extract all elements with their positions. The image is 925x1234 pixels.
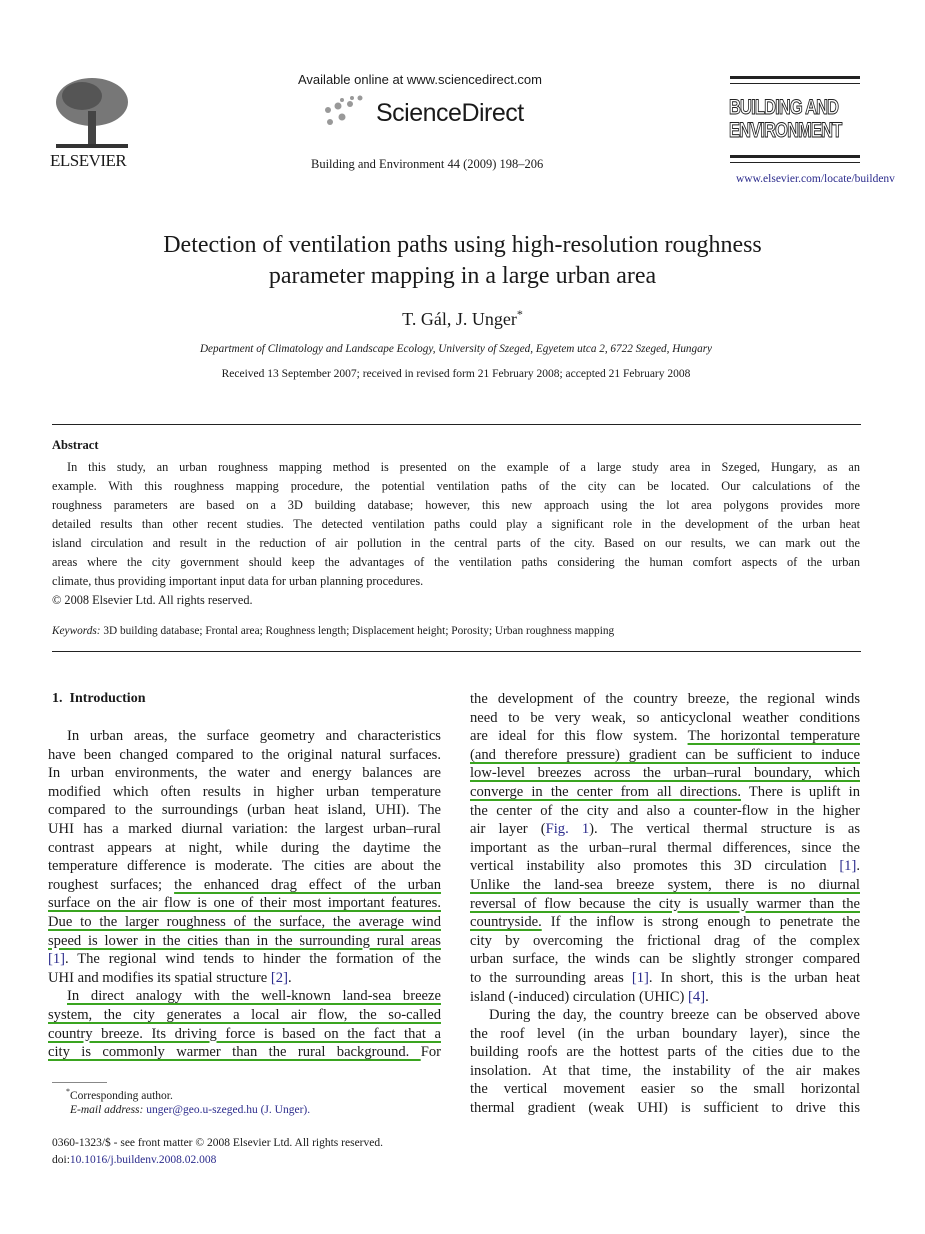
highlighted-text: system, the city generates a local air flow, the so-called xyxy=(48,1006,441,1023)
reference-link[interactable]: [1] xyxy=(631,969,649,986)
text-span: . In short, this is the urban heat xyxy=(648,969,860,986)
reference-link[interactable]: [1] xyxy=(839,858,857,875)
text-line xyxy=(48,783,441,802)
paragraph xyxy=(470,1006,860,1118)
text-line xyxy=(48,987,441,1006)
text-span: air layer ( xyxy=(470,821,546,838)
text-line xyxy=(48,876,441,895)
available-online: Available online at www.sciencedirect.com xyxy=(298,72,542,87)
text-line xyxy=(48,857,441,876)
abstract-line: roughness parameters are based on a 3D building database; however, this new approach using the lot area polygons provides more xyxy=(52,498,860,512)
journal-citation: Building and Environment 44 (2009) 198–206 xyxy=(311,157,544,171)
text-line xyxy=(48,1025,441,1044)
text-span: vertical instability also promotes this 3D circulation xyxy=(470,858,840,875)
highlighted-text: low-level breezes across the urban–rural boundary, which xyxy=(470,765,860,782)
text-span: the development of the country breeze, the regional winds xyxy=(470,691,860,707)
text-span: roughest surfaces; xyxy=(48,876,175,893)
text-span: are ideal for this flow system. xyxy=(470,728,688,745)
left-column xyxy=(48,727,441,1062)
text-span: During the day, the country breeze can be observed above xyxy=(489,1007,860,1024)
highlighted-text: Due to the larger roughness of the surface, the average wind xyxy=(48,913,441,930)
text-span: . xyxy=(856,858,860,875)
text-line xyxy=(470,709,860,728)
footnote-corresponding xyxy=(66,1087,173,1102)
text-span: thermal gradient (weak UHI) is sufficient to drive this xyxy=(470,1100,860,1117)
text-line xyxy=(470,1062,860,1081)
text-span: building roofs are the hottest parts of the cities due to the xyxy=(470,1044,860,1061)
text-span: . xyxy=(705,988,709,1005)
text-line xyxy=(470,1006,860,1025)
text-line xyxy=(48,1006,441,1025)
divider xyxy=(52,651,861,652)
received-dates: Received 13 September 2007; received in revised form 21 February 2008; accepted 21 February 2008 xyxy=(221,368,691,380)
text-span: temperature difference is moderate. The cities are about the xyxy=(48,858,441,875)
highlighted-text: country breeze. Its driving force is based on the fact that a xyxy=(48,1025,441,1042)
highlighted-text: reversal of flow because the city is usually warmer than the xyxy=(470,895,860,912)
text-span: the center of the city and also a counter-flow in the higher xyxy=(470,802,860,819)
publisher-name: ELSEVIER xyxy=(50,151,127,170)
text-line xyxy=(470,988,860,1007)
text-line xyxy=(470,839,860,858)
text-span: city by overcoming the frictional drag of the complex xyxy=(470,932,860,949)
text-span: urban surface, the winds can be slightly stronger compared xyxy=(470,951,860,968)
email-link[interactable]: unger@geo.u-szeged.hu (J. Unger). xyxy=(146,1104,311,1116)
text-line xyxy=(470,895,860,914)
divider xyxy=(52,424,861,425)
text-span: In urban areas, the surface geometry and characteristics xyxy=(67,728,441,744)
right-column xyxy=(470,690,860,1118)
text-line xyxy=(48,913,441,932)
authors xyxy=(0,307,925,330)
text-line xyxy=(470,802,860,821)
highlighted-text: In direct analogy with the well-known land-sea breeze xyxy=(67,988,441,1005)
abstract-line: areas where the city government should keep the advantages of the ventilation paths considering the human comfort aspects of the urban xyxy=(52,555,860,569)
text-line xyxy=(48,801,441,820)
doi xyxy=(52,1154,216,1166)
text-span: have been changed compared to the original natural surfaces. xyxy=(48,746,441,763)
text-span: ). The vertical thermal structure is as xyxy=(589,821,861,838)
elsevier-tree-logo xyxy=(52,76,132,151)
journal-url-link[interactable]: www.elsevier.com/locate/buildenv xyxy=(736,173,895,185)
logo-rule-bottom xyxy=(730,155,860,158)
highlighted-text: The horizontal temperature xyxy=(687,728,860,745)
author-names: T. Gál, J. Unger xyxy=(402,309,517,329)
abstract-line: In this study, an urban roughness mapping method is presented on the example of a large study area in Szeged, Hungary, as an xyxy=(67,460,860,474)
text-line xyxy=(48,950,441,969)
front-matter: 0360-1323/$ - see front matter © 2008 Elsevier Ltd. All rights reserved. xyxy=(52,1137,383,1149)
text-line xyxy=(470,857,860,876)
keywords xyxy=(52,625,614,637)
text-line xyxy=(470,1080,860,1099)
text-line xyxy=(470,1099,860,1118)
highlighted-text: Unlike the land-sea breeze system, there is no diurnal xyxy=(470,876,860,893)
email-label: E-mail address: xyxy=(70,1104,144,1116)
text-line xyxy=(470,913,860,932)
text-line xyxy=(48,746,441,765)
text-line xyxy=(48,839,441,858)
highlighted-text: (and therefore pressure) gradient can be sufficient to induce xyxy=(470,746,860,763)
text-span: important as the urban–rural thermal differences, since the xyxy=(470,839,860,856)
doi-link[interactable]: 10.1016/j.buildenv.2008.02.008 xyxy=(69,1154,217,1166)
highlighted-text: converge in the center from all directions. xyxy=(470,783,741,800)
highlighted-text: countryside. xyxy=(470,914,542,931)
text-span: In urban environments, the water and energy balances are xyxy=(48,765,441,782)
doi-label: doi: xyxy=(52,1154,70,1166)
text-span: . The regional wind tends to hinder the formation of the xyxy=(65,951,441,968)
logo-rule-top xyxy=(730,76,860,79)
reference-link[interactable]: [4] xyxy=(688,988,706,1005)
highlighted-text: city is commonly warmer than the rural background. xyxy=(48,1044,421,1061)
paragraph xyxy=(48,987,441,1061)
text-line xyxy=(48,727,441,746)
journal-logo-line1: BUILDING AND xyxy=(729,96,839,119)
text-span: insolation. At that time, the instability of the air makes xyxy=(470,1062,860,1079)
paragraph xyxy=(48,727,441,987)
text-span: compared to the surroundings (urban heat island, UHI). The xyxy=(48,802,441,819)
text-span: to the surrounding areas xyxy=(470,969,632,986)
text-line xyxy=(48,764,441,783)
text-span: UHI and modifies its spatial structure xyxy=(48,969,271,986)
text-line xyxy=(470,746,860,765)
text-line xyxy=(470,950,860,969)
highlighted-text: the enhanced drag effect of the urban xyxy=(174,876,442,893)
text-span: UHI has a marked diurnal variation: the largest urban–rural xyxy=(48,820,441,837)
abstract-line: island circulation and result in the reduction of air pollution in the central parts of the city. Based on our results, we can mark out the xyxy=(52,536,860,550)
text-span: island (-induced) circulation (UHIC) xyxy=(470,988,689,1005)
text-line xyxy=(48,932,441,951)
text-span: need to be very weak, so anticyclonal weather conditions xyxy=(470,709,860,726)
highlighted-text: surface on the air flow is one of their most important features. xyxy=(48,895,441,912)
sciencedirect-dots-icon xyxy=(322,92,370,133)
section-heading: 1. Introduction xyxy=(52,691,146,706)
abstract-body xyxy=(52,458,860,610)
abstract-line: climate, thus providing important input data for urban planning procedures. xyxy=(52,574,424,588)
text-line xyxy=(470,876,860,895)
reference-link[interactable]: [2] xyxy=(270,969,288,986)
keywords-label: Keywords: xyxy=(52,625,101,637)
abstract-heading: Abstract xyxy=(52,438,99,452)
text-span: contrast appears at night, while during the daytime the xyxy=(48,839,441,856)
keywords-text: 3D building database; Frontal area; Roughness length; Displacement height; Porosity; Urban roughness mapping xyxy=(100,625,615,637)
text-line xyxy=(48,894,441,913)
text-span: There is uplift in xyxy=(741,783,860,800)
title-line-2: parameter mapping in a large urban area xyxy=(268,263,657,289)
affiliation: Department of Climatology and Landscape Ecology, University of Szeged, Egyetem utca 2, 6722 Szeged, Hungary xyxy=(199,343,713,355)
footnote-text: Corresponding author. xyxy=(70,1089,173,1102)
text-span: For xyxy=(420,1044,441,1061)
footnote-rule xyxy=(52,1082,107,1083)
sciencedirect-logo-text: ScienceDirect xyxy=(376,99,524,127)
text-line xyxy=(470,727,860,746)
reference-link[interactable]: Fig. 1 xyxy=(545,821,590,838)
text-line xyxy=(470,783,860,802)
footnote-mark: * xyxy=(66,1087,70,1096)
text-span: . xyxy=(287,969,292,986)
logo-rule-top2 xyxy=(730,83,860,84)
text-span: If the inflow is strong enough to penetrate the xyxy=(541,914,860,931)
text-line xyxy=(470,1025,860,1044)
text-line xyxy=(470,690,860,709)
paragraph xyxy=(470,690,860,1006)
text-line xyxy=(470,932,860,951)
title-line-1: Detection of ventilation paths using high-resolution roughness xyxy=(163,232,762,258)
text-line xyxy=(470,820,860,839)
abstract-line: example. With this roughness mapping procedure, the potential ventilation paths of the city can be located. Our calculations of the xyxy=(52,479,860,493)
logo-rule-bottom2 xyxy=(730,162,860,163)
text-line xyxy=(470,1043,860,1062)
abstract-line: detailed results than other recent studies. The detected ventilation paths could play a significant role in the development of the urban heat xyxy=(52,517,860,531)
author-mark: * xyxy=(516,307,523,321)
text-line xyxy=(48,969,441,988)
journal-logo-line2: ENVIRONMENT xyxy=(729,119,842,142)
text-span: the roof level (in the urban boundary layer), since the xyxy=(470,1025,860,1042)
text-line xyxy=(470,969,860,988)
text-line xyxy=(48,1043,441,1062)
journal-logo xyxy=(729,96,842,142)
text-span: the vertical movement easier so the small horizontal xyxy=(470,1081,860,1098)
reference-link[interactable]: [1] xyxy=(48,951,66,968)
abstract-copyright: © 2008 Elsevier Ltd. All rights reserved. xyxy=(52,593,253,607)
text-line xyxy=(48,820,441,839)
text-line xyxy=(470,764,860,783)
highlighted-text: speed is lower in the cities than in the surrounding rural areas xyxy=(48,932,441,949)
footnote-email xyxy=(70,1104,310,1116)
paper-title xyxy=(0,230,925,292)
text-span: modified which often results in higher urban temperature xyxy=(48,783,441,800)
